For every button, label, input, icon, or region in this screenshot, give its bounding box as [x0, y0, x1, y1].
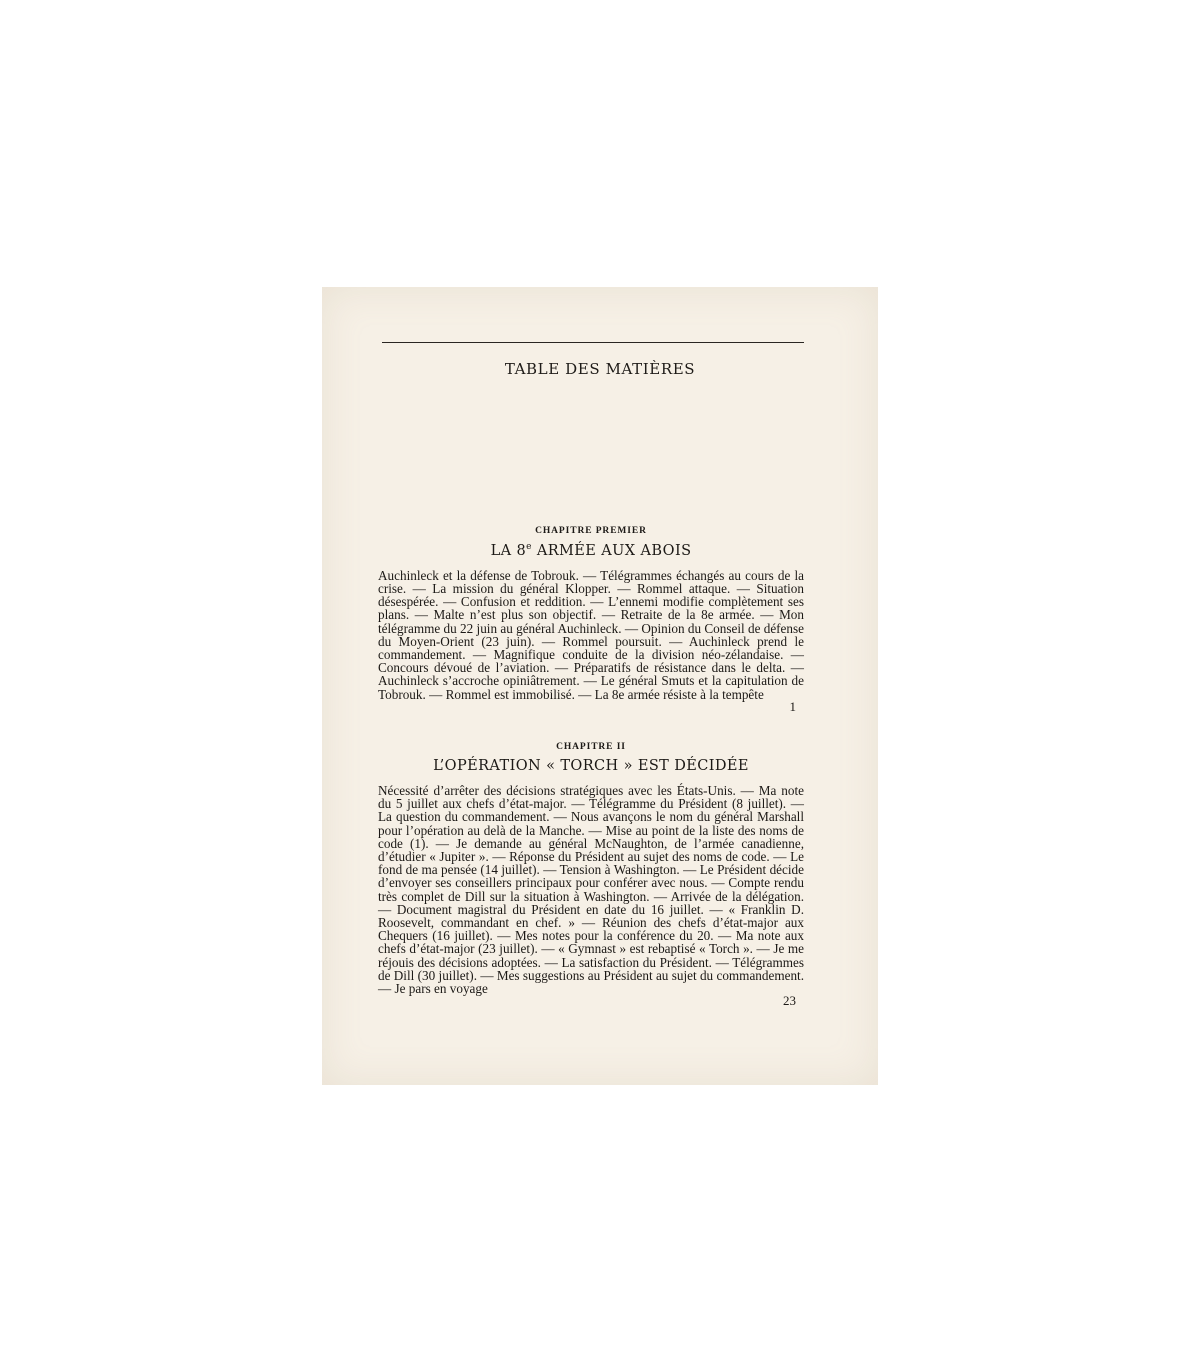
chapter-heading-superscript: e — [526, 542, 532, 552]
header-rule — [382, 342, 804, 343]
chapter-page-number: 1 — [789, 698, 796, 714]
toc-title: TABLE DES MATIÈRES — [504, 360, 696, 378]
chapter-summary: Nécessité d’arrêter des décisions stratégiques avec les États-Unis. — Ma note du 5 juillet aux chefs d’état-major. — Télégramme du Président (8 juillet). — La question du commandement. — Nous avançons le nom du général Marshall pour l’opération au delà de la Manche. — Mise au point de la liste des noms de code (1). — Je demande au général McNaughton, de l’armée canadienne, d’étudier « Jupiter ». — Réponse du Président au sujet des noms de code. — Le fond de ma pensée (14 juillet). — Tension à Washington. — Le Président décide d’envoyer ses conseillers principaux pour conférer avec nous. — Compte rendu très complet de Dill sur la situation à Washington. — Arrivée de la délégation. — Document magistral du Président en date du 16 juillet. — « Franklin D. Roosevelt, commandant en chef. » — Réunion des chefs d’état-major aux Chequers (16 juillet). — Mes notes pour la conférence du 20. — Ma note aux chefs d’état-major (23 juillet). — « Gymnast » est rebaptisé « Torch ». — Je me réjouis des décisions adoptées. — La satisfaction du Président. — Télégrammes de Dill (30 juillet). — Mes suggestions au Président au sujet du commandement. — Je pars en voyage — [378, 783, 804, 997]
chapter-label: CHAPITRE II — [556, 742, 626, 752]
chapter-heading-part: LA 8 — [490, 542, 527, 559]
chapter-1 — [378, 526, 804, 713]
chapter-label: CHAPITRE PREMIER — [535, 526, 647, 536]
chapter-heading — [378, 542, 804, 559]
chapter-page-number: 23 — [783, 993, 796, 1009]
chapter-heading-part: ARMÉE AUX ABOIS — [531, 542, 692, 559]
chapter-summary: Auchinleck et la défense de Tobrouk. — Télégrammes échangés au cours de la crise. — La mission du général Klopper. — Rommel attaque. — Situation désespérée. — Confusion et reddition. — L’ennemi modifie complètement ses plans. — Malte n’est plus son objectif. — Retraite de la 8e armée. — Mon télégramme du 22 juin au général Auchinleck. — Opinion du Conseil de défense du Moyen-Orient (23 juin). — Rommel poursuit. — Auchinleck prend le commandement. — Magnifique conduite de la division néo-zélandaise. — Concours dévoué de l’aviation. — Préparatifs de résistance dans le delta. — Auchinleck s’accroche opiniâtrement. — Le général Smuts et la capitulation de Tobrouk. — Rommel est immobilisé. — La 8e armée résiste à la tempête — [378, 567, 804, 702]
book-page — [322, 287, 878, 1085]
chapter-2 — [378, 742, 804, 1007]
chapter-heading: L’OPÉRATION « TORCH » EST DÉCIDÉE — [433, 758, 749, 774]
